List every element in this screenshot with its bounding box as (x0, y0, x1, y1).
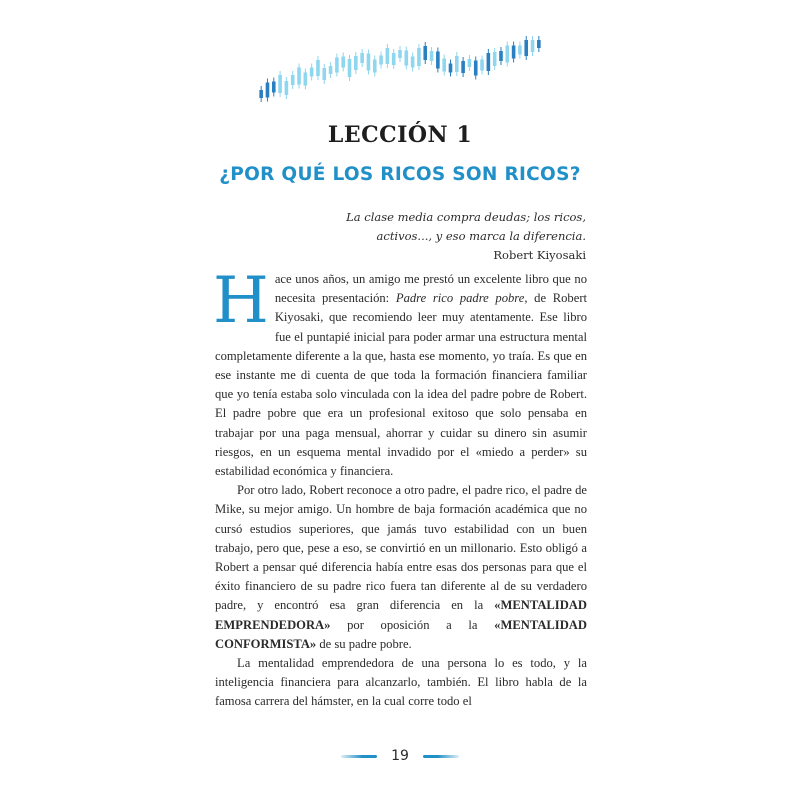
book-title: Padre rico padre pobre (395, 291, 525, 306)
paragraph-2-text-a: Por otro lado, Robert reconoce a otro padre, el padre rico, el padre de Mike, su mejor amigo. Un hombre de baja formación académica que no cursó estudios superiores, que jamás tuvo estabilidad con un buen trabajo, pero que, pese a eso, se convirtió en un millonario. Esto obligó a Robert a pensar qué diferencia había entre esas dos personas para que el éxito financiero de su padre rico fuera tan diferente al de su verdadero padre, y encontró esa gran diferencia en la (215, 483, 587, 613)
candle-body (449, 64, 453, 73)
epigraph (346, 208, 586, 265)
candle-body (341, 57, 345, 68)
candle-body (455, 56, 459, 72)
paragraph-1-text-b: , de Robert Kiyosaki, que recomiendo leer muy atentamente. Ese libro fue el puntapié inicial para poder armar una estructura mental completamente diferente a la que, hasta ese momento, yo traía. Es que en ese instante me di cuenta de que toda la formación financiera familiar que yo tenía estaba solo vinculada con la idea del padre pobre de Robert. El padre pobre que era un profesional exitoso que solo pensaba en trabajar por una paga mensual, ahorrar y cuidar su dinero sin asumir riesgos, en un esquema mental invadido por el «miedo a perder» su estabilidad económica y financiera. (215, 291, 588, 479)
emphasis-conformist: «MENTALIDAD CONFORMISTA» (215, 617, 587, 651)
candle-body (405, 51, 409, 66)
epigraph-quote-line1: La clase media compra deudas; los ricos, (346, 210, 586, 224)
candle-body (386, 48, 390, 64)
lesson-title: LECCIÓN 1 (327, 122, 473, 148)
paragraph-2 (215, 481, 587, 654)
candle-body (461, 61, 465, 73)
candle-body (379, 56, 383, 65)
candle-body (474, 61, 478, 76)
paragraph-1 (213, 264, 588, 481)
candle-body (436, 52, 440, 69)
candle-body (360, 53, 364, 63)
footer-rule-left (341, 755, 377, 758)
candle-body (310, 68, 314, 77)
candle-body (285, 81, 289, 95)
candle-body (480, 60, 484, 71)
candle-body (266, 83, 270, 98)
candle-body (348, 59, 352, 77)
candle-body (537, 40, 541, 48)
paragraph-1-text-a: ace unos años, un amigo me prestó un excelente libro que no necesita presentación: (274, 272, 587, 306)
candle-body (398, 50, 402, 58)
candle-body (367, 54, 371, 71)
candle-body (531, 40, 535, 52)
candle-body (493, 52, 497, 66)
candle-body (278, 75, 282, 93)
candle-body (505, 46, 509, 63)
epigraph-quote-line2: activos..., y eso marca la diferencia. (376, 229, 586, 243)
candle-body (499, 51, 503, 61)
paragraph-3: La mentalidad emprendedora de una persona lo es todo, y la inteligencia financiera para alcanzarlo, también. El libro habla de la famosa carrera del hámster, en la cual corre todo el (215, 656, 587, 709)
candle-body (518, 46, 522, 55)
paragraph-2-text-c: de su padre pobre. (316, 636, 412, 651)
candle-body (291, 75, 295, 85)
candlestick-chart-icon (258, 32, 542, 116)
emphasis-entrepreneur: «MENTALIDAD EMPRENDEDORA» (215, 598, 587, 632)
candle-body (335, 58, 339, 73)
candle-body (524, 40, 528, 56)
page-footer (0, 748, 800, 764)
epigraph-author: Robert Kiyosaki (493, 248, 586, 262)
lesson-subtitle: ¿POR QUÉ LOS RICOS SON RICOS? (219, 164, 581, 185)
footer-rule-right (423, 755, 459, 758)
candle-body (392, 53, 396, 65)
candle-body (430, 51, 434, 61)
candle-body (259, 90, 263, 98)
candle-body (297, 68, 301, 85)
candle-body (322, 68, 326, 80)
candle-body (329, 66, 333, 74)
drop-cap: H (213, 264, 269, 338)
candle-body (354, 56, 358, 70)
candle-body (442, 59, 446, 72)
candle-body (468, 59, 472, 67)
body-text (213, 264, 588, 712)
candle-body (272, 82, 276, 93)
paragraph-2-text-b: por oposición a la (330, 617, 495, 632)
candle-body (512, 46, 516, 59)
candle-body (423, 46, 427, 60)
candle-body (417, 48, 421, 66)
candle-body (373, 60, 377, 73)
candle-body (487, 53, 491, 71)
candle-body (316, 60, 320, 76)
page-number: 19 (391, 748, 409, 764)
candle-body (411, 57, 415, 68)
candle-body (304, 73, 308, 86)
